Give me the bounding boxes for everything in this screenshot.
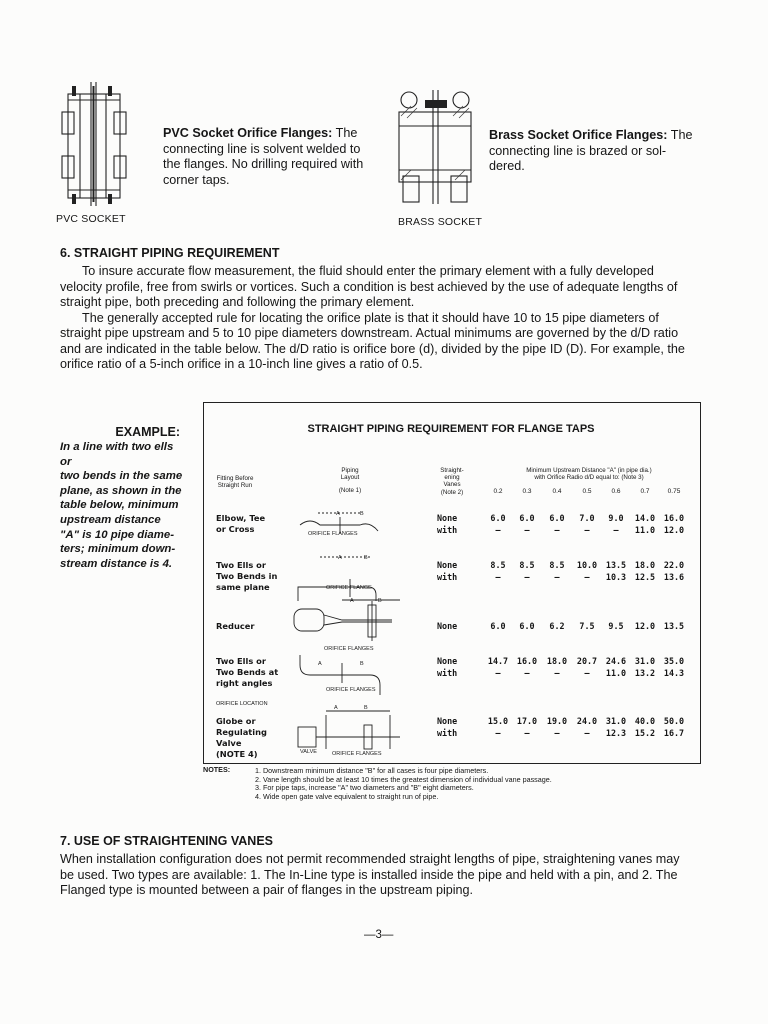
fitting-cell: Elbow, Tee or Cross — [216, 513, 266, 534]
distance-cell: 8.5 — [490, 560, 506, 570]
section-6-body: To insure accurate flow measurement, the fluid should enter the primary element with a fully developed velocity profile, free from swirls or vortices. Such a condition is best achieved by the use of adequate lengths of straight pipe, both preceding and following the primary element. The generally accepted rule for locating the orifice plate is that it should have 10 to 15 pipe diameters of straight pipe upstream and 5 to 10 pipe diameters downstream. Actual minimums are governed by the d/D ratio and are indicated in the table below. The d/D ratio is orifice bore (d), divided by the pipe ID (D). For example, the orifice ratio of a 5-inch orifice in a 10-inch line gives a ratio of 0.5. — [60, 264, 685, 371]
vanes-cell: None — [437, 621, 458, 631]
ratio-header: 0.6 — [611, 488, 621, 495]
distance-cell: 17.0 — [516, 716, 538, 726]
distance-cell: 6.0 — [519, 513, 535, 523]
distance-cell: 6.0 — [490, 513, 506, 523]
distance-cell: — — [554, 728, 560, 738]
distance-cell: 24.6 — [605, 656, 627, 666]
distance-cell: 40.0 — [634, 716, 656, 726]
distance-cell: 24.0 — [576, 716, 598, 726]
distance-cell: 50.0 — [663, 716, 685, 726]
distance-cell: 35.0 — [663, 656, 685, 666]
notes-list: 1. Downstream minimum distance "B" for all cases is four pipe diameters. 2. Vane length should be at least 10 times the greatest dimension of individual vane passage. 3. For pipe taps, increase "A" two diameters and "B" eight diameters. 4. Wide open gate valve equivalent to straight run of pipe. — [255, 766, 552, 801]
ratio-header: 0.4 — [552, 488, 562, 495]
orifice-location-label: ORIFICE LOCATION — [216, 701, 268, 707]
fitting-cell: Two Ells or Two Bends in same plane — [216, 560, 278, 592]
distance-cell: 15.0 — [487, 716, 509, 726]
distance-cell: 9.5 — [608, 621, 624, 631]
distance-cell: — — [554, 668, 560, 678]
distance-cell: — — [584, 525, 590, 535]
section-6-heading: 6. STRAIGHT PIPING REQUIREMENT — [60, 246, 280, 260]
distance-cell: 11.0 — [605, 668, 627, 678]
distance-cell: 7.0 — [579, 513, 595, 523]
distance-cell: 16.0 — [663, 513, 685, 523]
distance-cell: 12.0 — [663, 525, 685, 535]
brass-socket-description: Brass Socket Orifice Flanges: The connecting line is brazed or sol- dered. — [489, 128, 693, 173]
fitting-cell: Two Ells or Two Bends at right angles — [216, 656, 279, 688]
header-vanes: Straight- ening Vanes (Note 2) — [440, 467, 464, 496]
distance-cell: — — [584, 668, 590, 678]
pvc-socket-description: PVC Socket Orifice Flanges: The connecting line is solvent welded to the flanges. No drilling required with corner taps. — [163, 126, 364, 187]
distance-cell: 8.5 — [549, 560, 565, 570]
distance-cell: 16.0 — [516, 656, 538, 666]
distance-cell: 8.5 — [519, 560, 535, 570]
vanes-cell: with — [437, 525, 458, 535]
notes-label: NOTES: — [203, 765, 231, 774]
page-number: —3— — [364, 929, 394, 941]
distance-cell: 6.2 — [549, 621, 565, 631]
example-title: EXAMPLE: — [115, 425, 180, 439]
ratio-header: 0.7 — [640, 488, 650, 495]
distance-cell: 13.2 — [634, 668, 656, 678]
distance-cell: 19.0 — [546, 716, 568, 726]
fitting-cell: Globe or Regulating Valve (NOTE 4) — [216, 716, 267, 759]
distance-cell: 13.5 — [605, 560, 627, 570]
distance-cell: 13.5 — [663, 621, 685, 631]
label-b-row4: B — [360, 661, 364, 667]
piping-layout-sketches — [290, 505, 420, 755]
vanes-cell: None — [437, 560, 458, 570]
vanes-cell: with — [437, 572, 458, 582]
label-a-row5: A — [334, 705, 338, 711]
distance-cell: 6.0 — [519, 621, 535, 631]
distance-cell: — — [554, 572, 560, 582]
label-valve: VALVE — [300, 749, 317, 755]
ratio-header: 0.2 — [493, 488, 503, 495]
vanes-cell: None — [437, 656, 458, 666]
distance-cell: 31.0 — [634, 656, 656, 666]
vanes-cell: None — [437, 716, 458, 726]
distance-cell: 14.3 — [663, 668, 685, 678]
vanes-cell: with — [437, 728, 458, 738]
section-7-heading: 7. USE OF STRAIGHTENING VANES — [60, 834, 273, 848]
header-fitting: Fitting Before Straight Run — [216, 475, 254, 490]
label-orifice-flanges-row3: ORIFICE FLANGES — [324, 646, 374, 652]
distance-cell: 9.0 — [608, 513, 624, 523]
distance-cell: 18.0 — [546, 656, 568, 666]
distance-cell: 22.0 — [663, 560, 685, 570]
distance-cell: — — [495, 525, 501, 535]
distance-cell: — — [524, 728, 530, 738]
pvc-socket-drawing — [58, 80, 128, 210]
pvc-socket-caption: PVC SOCKET — [56, 213, 126, 225]
table-title: STRAIGHT PIPING REQUIREMENT FOR FLANGE TAPS — [307, 423, 595, 435]
distance-cell: 15.2 — [634, 728, 656, 738]
brass-socket-caption: BRASS SOCKET — [398, 216, 483, 228]
header-min-distance: Minimum Upstream Distance "A" (in pipe dia.) with Orifice Radio d/D equal to: (Note 3) — [526, 467, 652, 482]
label-b-row3: B — [378, 598, 382, 604]
section-7-body: When installation configuration does not permit recommended straight lengths of pipe, straightening vanes may be used. Two types are available: 1. The In-Line type is installed inside the pipe and held with a pin, and 2. The Flanged type is mounted between a pair of flanges in the upstream piping. — [60, 852, 680, 897]
pvc-socket-title: PVC Socket Orifice Flanges: — [163, 126, 333, 140]
distance-cell: — — [524, 525, 530, 535]
distance-cell: 14.7 — [487, 656, 509, 666]
distance-cell: 7.5 — [579, 621, 595, 631]
distance-cell: 10.3 — [605, 572, 627, 582]
label-orifice-flanges-row1: ORIFICE FLANGES — [308, 531, 358, 537]
distance-cell: — — [524, 668, 530, 678]
label-orifice-flange-row2: ORIFICE FLANGE — [326, 585, 372, 591]
label-a-row4: A — [318, 661, 322, 667]
ratio-header: 0.3 — [522, 488, 532, 495]
brass-socket-drawing — [395, 86, 475, 208]
ratio-header: 0.75 — [667, 488, 681, 495]
distance-cell: — — [524, 572, 530, 582]
distance-cell: 12.3 — [605, 728, 627, 738]
distance-cell: 31.0 — [605, 716, 627, 726]
ratio-header: 0.5 — [582, 488, 592, 495]
distance-cell: 14.0 — [634, 513, 656, 523]
distance-cell: — — [495, 728, 501, 738]
distance-cell: — — [495, 572, 501, 582]
label-a-row3: A — [350, 598, 354, 604]
distance-cell: 12.0 — [634, 621, 656, 631]
distance-cell: 6.0 — [549, 513, 565, 523]
distance-cell: 12.5 — [634, 572, 656, 582]
fitting-cell: Reducer — [216, 621, 255, 631]
label-a-row2: A — [338, 555, 342, 561]
distance-cell: 20.7 — [576, 656, 598, 666]
example-body: In a line with two ells or two bends in the same plane, as shown in the table below, minimum upstream distance "A" is 10 pipe diame- ters; minimum down- stream distance is 4. — [60, 441, 183, 570]
distance-cell: 18.0 — [634, 560, 656, 570]
label-orifice-flanges-row4: ORIFICE FLANGES — [326, 687, 376, 693]
distance-cell: — — [584, 572, 590, 582]
header-layout: Piping Layout (Note 1) — [338, 467, 362, 495]
vanes-cell: with — [437, 668, 458, 678]
label-b-row2: B — [364, 555, 368, 561]
label-b-row5: B — [364, 705, 368, 711]
label-b-row1: B — [360, 511, 364, 517]
distance-cell: 16.7 — [663, 728, 685, 738]
distance-cell: 10.0 — [576, 560, 598, 570]
distance-cell: 11.0 — [634, 525, 656, 535]
label-orifice-flanges-row5: ORIFICE FLANGES — [332, 751, 382, 755]
distance-cell: 6.0 — [490, 621, 506, 631]
brass-socket-title: Brass Socket Orifice Flanges: — [489, 128, 668, 142]
vanes-cell: None — [437, 513, 458, 523]
label-a-row1: A — [336, 511, 340, 517]
distance-cell: — — [584, 728, 590, 738]
distance-cell: — — [495, 668, 501, 678]
distance-cell: — — [613, 525, 619, 535]
distance-cell: — — [554, 525, 560, 535]
distance-cell: 13.6 — [663, 572, 685, 582]
